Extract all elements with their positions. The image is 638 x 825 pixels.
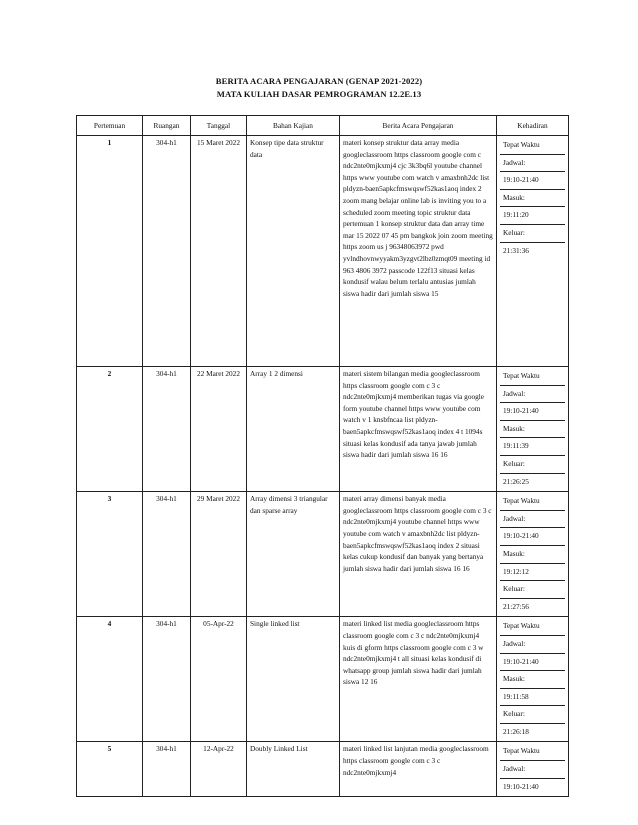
kehadiran-label-masuk: Masuk: [500, 546, 565, 564]
bahan-kajian-cell: Single linked list [247, 617, 340, 742]
kehadiran-label-keluar: Keluar: [500, 225, 565, 243]
kehadiran-keluar: 21:27:56 [503, 601, 529, 611]
kehadiran-label-jadwal: Jadwal: [500, 761, 565, 779]
berita-acara-table [76, 115, 569, 797]
ruangan-cell: 304-h1 [143, 617, 191, 742]
ruangan-cell: 304-h1 [143, 136, 191, 367]
tanggal-cell: 22 Maret 2022 [191, 367, 247, 492]
pertemuan-cell: 5 [77, 742, 143, 797]
berita-acara-cell: materi linked list lanjutan media googleclassroom https classroom google com c 3 c ndc2nte0mjkxmj4 [340, 742, 497, 797]
kehadiran-keluar: 21:31:36 [503, 245, 529, 255]
tanggal-cell: 05-Apr-22 [191, 617, 247, 742]
pertemuan-cell: 3 [77, 492, 143, 617]
document-subtitle: MATA KULIAH DASAR PEMROGRAMAN 12.2E.13 [216, 89, 422, 99]
kehadiran-masuk: 19:11:58 [500, 689, 565, 707]
table-row [77, 367, 569, 492]
berita-acara-cell: materi sistem bilangan media googleclassroom https classroom google com c 3 c ndc2nte0mjkxmj4 memberikan tugas via google form youtube channel https www youtube com watch v 1 knsbfncaa list pldyzn-baen5apkcfmswqswf52kas1aoq index 4 t 1094s situasi kelas kondusif ada tanya jawab jumlah siswa hadir dari jumlah siswa 16 16 [340, 367, 497, 492]
kehadiran-status: Tepat Waktu [500, 368, 565, 386]
kehadiran-masuk: 19:12:12 [500, 564, 565, 582]
tanggal-cell: 15 Maret 2022 [191, 136, 247, 367]
table-row [77, 492, 569, 617]
bahan-kajian-cell: Array dimensi 3 triangular dan sparse array [247, 492, 340, 617]
kehadiran-label-jadwal: Jadwal: [500, 155, 565, 173]
col-header-tanggal: Tanggal [191, 116, 247, 136]
kehadiran-status: Tepat Waktu [500, 493, 565, 511]
pertemuan-cell: 4 [77, 617, 143, 742]
table-header-row [77, 116, 569, 136]
kehadiran-cell [497, 367, 569, 492]
col-header-bahan-kajian: Bahan Kajian [247, 116, 340, 136]
kehadiran-status: Tepat Waktu [500, 618, 565, 636]
kehadiran-status: Tepat Waktu [500, 743, 565, 761]
kehadiran-label-keluar: Keluar: [500, 581, 565, 599]
tanggal-cell: 12-Apr-22 [191, 742, 247, 797]
ruangan-cell: 304-h1 [143, 492, 191, 617]
bahan-kajian-cell: Konsep tipe data struktur data [247, 136, 340, 367]
kehadiran-jadwal: 19:10-21:40 [500, 528, 565, 546]
kehadiran-status: Tepat Waktu [500, 137, 565, 155]
kehadiran-label-jadwal: Jadwal: [500, 511, 565, 529]
kehadiran-keluar: 21:26:25 [503, 476, 529, 486]
kehadiran-cell [497, 742, 569, 797]
table-row [77, 136, 569, 367]
kehadiran-masuk: 19:11:20 [500, 207, 565, 225]
col-header-ruangan: Ruangan [143, 116, 191, 136]
kehadiran-label-jadwal: Jadwal: [500, 386, 565, 404]
berita-acara-cell: materi konsep struktur data array media googleclassroom https classroom google com c ndc2nte0mjkxmj4 cjc 3k3bq6l youtube channel https www youtube com watch v amaxbnh2dc list pldyzn-baen5apkcfmswqswf52kas1aoq index 2 zoom mang belajar online lab is inviting you to a scheduled zoom meeting topic struktur data pertemuan 1 konsep struktur data dan array time mar 15 2022 07 45 pm bangkok join zoom meeting https zoom us j 96348063972 pwd yvlndhovnwyyakm3yzgvt2lbz0zmqt09 meeting id 963 4806 3972 passcode 122f13 situasi kelas kondusif walau belum terlalu antusias jumlah siswa hadir dari jumlah siswa 15 [340, 136, 497, 367]
kehadiran-jadwal: 19:10-21:40 [503, 781, 539, 791]
kehadiran-cell [497, 617, 569, 742]
table-row [77, 742, 569, 797]
tanggal-cell: 29 Maret 2022 [191, 492, 247, 617]
ruangan-cell: 304-h1 [143, 742, 191, 797]
kehadiran-label-masuk: Masuk: [500, 190, 565, 208]
kehadiran-label-masuk: Masuk: [500, 421, 565, 439]
kehadiran-label-keluar: Keluar: [500, 706, 565, 724]
kehadiran-cell [497, 136, 569, 367]
col-header-berita-acara: Berita Acara Pengajaran [340, 116, 497, 136]
col-header-kehadiran: Kehadiran [497, 116, 569, 136]
kehadiran-jadwal: 19:10-21:40 [500, 654, 565, 672]
kehadiran-label-jadwal: Jadwal: [500, 636, 565, 654]
ruangan-cell: 304-h1 [143, 367, 191, 492]
kehadiran-keluar: 21:26:18 [503, 726, 529, 736]
document-title: BERITA ACARA PENGAJARAN (GENAP 2021-2022) [215, 76, 423, 86]
kehadiran-cell [497, 492, 569, 617]
table-row [77, 617, 569, 742]
kehadiran-label-masuk: Masuk: [500, 671, 565, 689]
pertemuan-cell: 1 [77, 136, 143, 367]
pertemuan-cell: 2 [77, 367, 143, 492]
berita-acara-cell: materi array dimensi banyak media googleclassroom https classroom google com c 3 c ndc2nte0mjkxmj4 youtube channel https www youtube com watch v amaxbnh2dc list pldyzn-baen5apkcfmswqswf52kas1aoq index 2 situasi kelas cukup kondusif dan banyak yang bertanya jumlah siswa hadir dari jumlah siswa 16 16 [340, 492, 497, 617]
berita-acara-cell: materi linked list media googleclassroom https classroom google com c 3 c ndc2nte0mjkxmj4 kuis di gform https classroom google com c 3 w ndc2nte0mjkxmj4 t all situasi kelas kondusif di whatsapp group jumlah siswa hadir dari jumlah siswa 12 16 [340, 617, 497, 742]
kehadiran-jadwal: 19:10-21:40 [500, 403, 565, 421]
bahan-kajian-cell: Doubly Linked List [247, 742, 340, 797]
kehadiran-jadwal: 19:10-21:40 [500, 172, 565, 190]
bahan-kajian-cell: Array 1 2 dimensi [247, 367, 340, 492]
col-header-pertemuan: Pertemuan [77, 116, 143, 136]
kehadiran-label-keluar: Keluar: [500, 456, 565, 474]
kehadiran-masuk: 19:11:39 [500, 438, 565, 456]
